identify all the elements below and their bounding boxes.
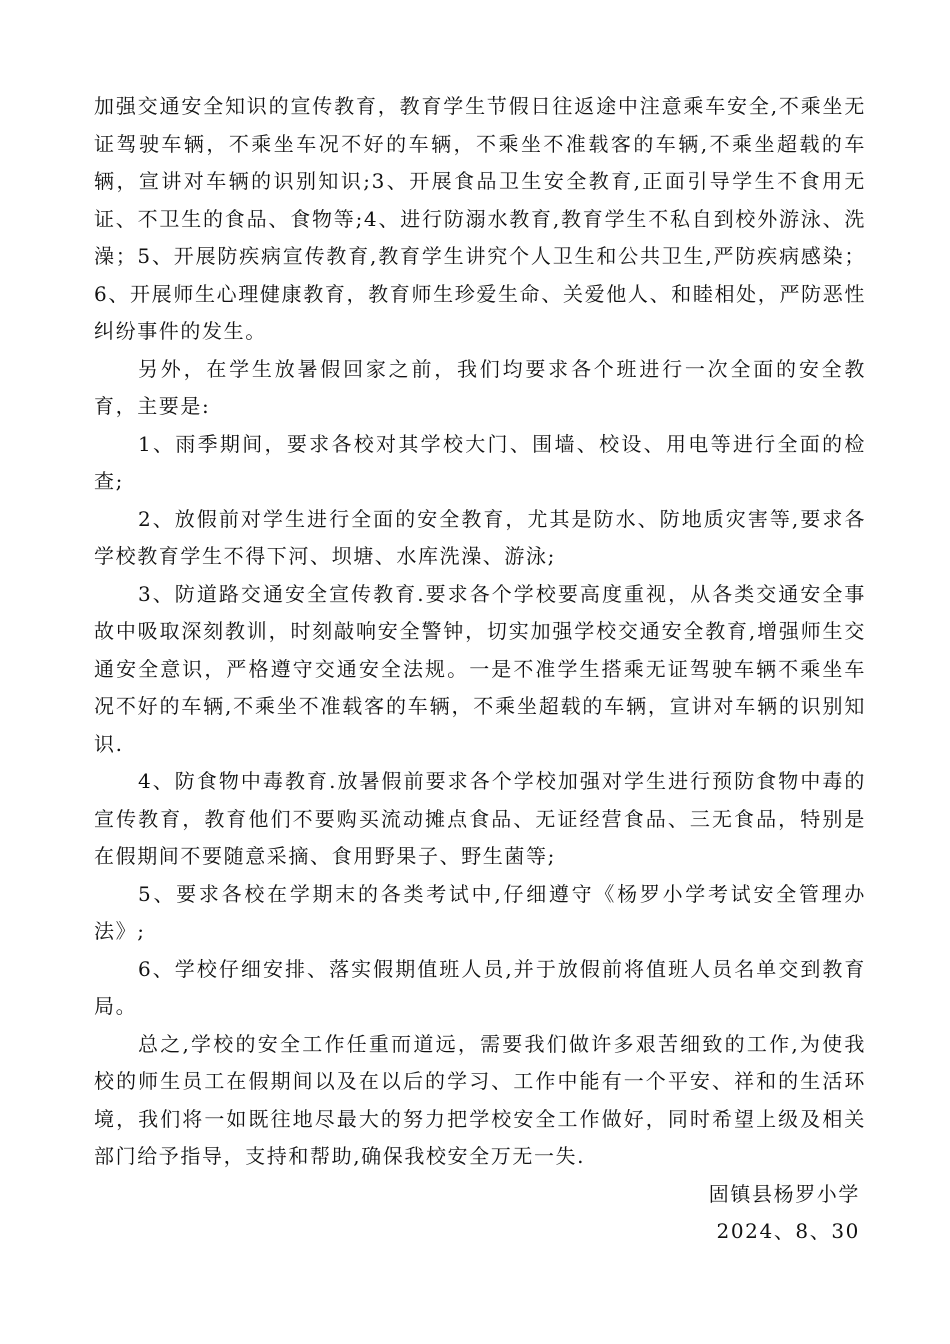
list-item-duty-staff: 6、学校仔细安排、落实假期值班人员,并于放假前将值班人员名单交到教育局。 (94, 956, 866, 1018)
document-body (94, 88, 866, 1251)
paragraph-safety-measures: 加强交通安全知识的宣传教育，教育学生节假日往返途中注意乘车安全,不乘坐无证驾驶车辆，不乘坐车况不好的车辆，不乘坐不准载客的车辆,不乘坐超载的车辆，宣讲对车辆的识别知识;3、开展食品卫生安全教育,正面引导学生不食用无证、不卫生的食品、食物等;4、进行防溺水教育,教育学生不私自到校外游泳、洗澡；5、开展防疾病宣传教育,教育学生讲究个人卫生和公共卫生,严防疾病感染；6、开展师生心理健康教育，教育师生珍爱生命、关爱他人、和睦相处，严防恶性纠纷事件的发生。 (94, 94, 866, 343)
list-item-pre-vacation-education: 2、放假前对学生进行全面的安全教育，尤其是防水、防地质灾害等,要求各学校教育学生不得下河、坝塘、水库洗澡、游泳; (94, 506, 866, 568)
list-item-exam-safety: 5、要求各校在学期末的各类考试中,仔细遵守《杨罗小学考试安全管理办法》; (94, 881, 866, 943)
signature-date: 2024、8、30 (716, 1219, 860, 1243)
paragraph-conclusion: 总之,学校的安全工作任重而道远，需要我们做许多艰苦细致的工作,为使我校的师生员工在假期间以及在以后的学习、工作中能有一个平安、祥和的生活环境，我们将一如既往地尽最大的努力把学校安全工作做好，同时希望上级及相关部门给予指导，支持和帮助,确保我校安全万无一失. (94, 1031, 866, 1168)
list-item-food-poisoning: 4、防食物中毒教育.放暑假前要求各个学校加强对学生进行预防食物中毒的宣传教育，教育他们不要购买流动摊点食品、无证经营食品、三无食品，特别是在假期间不要随意采摘、食用野果子、野生菌等; (94, 769, 866, 868)
paragraph-pre-vacation-intro: 另外，在学生放暑假回家之前，我们均要求各个班进行一次全面的安全教育，主要是: (94, 356, 866, 418)
signature-organization: 固镇县杨罗小学 (708, 1181, 860, 1206)
list-item-rainy-season: 1、雨季期间，要求各校对其学校大门、围墙、校设、用电等进行全面的检查; (94, 431, 866, 493)
list-item-traffic-safety: 3、防道路交通安全宣传教育.要求各个学校要高度重视，从各类交通安全事故中吸取深刻教训，时刻敲响安全警钟，切实加强学校交通安全教育,增强师生交通安全意识，严格遵守交通安全法规。一是不准学生搭乘无证驾驶车辆不乘坐车况不好的车辆,不乘坐不准载客的车辆，不乘坐超载的车辆，宣讲对车辆的识别知识. (94, 581, 866, 756)
